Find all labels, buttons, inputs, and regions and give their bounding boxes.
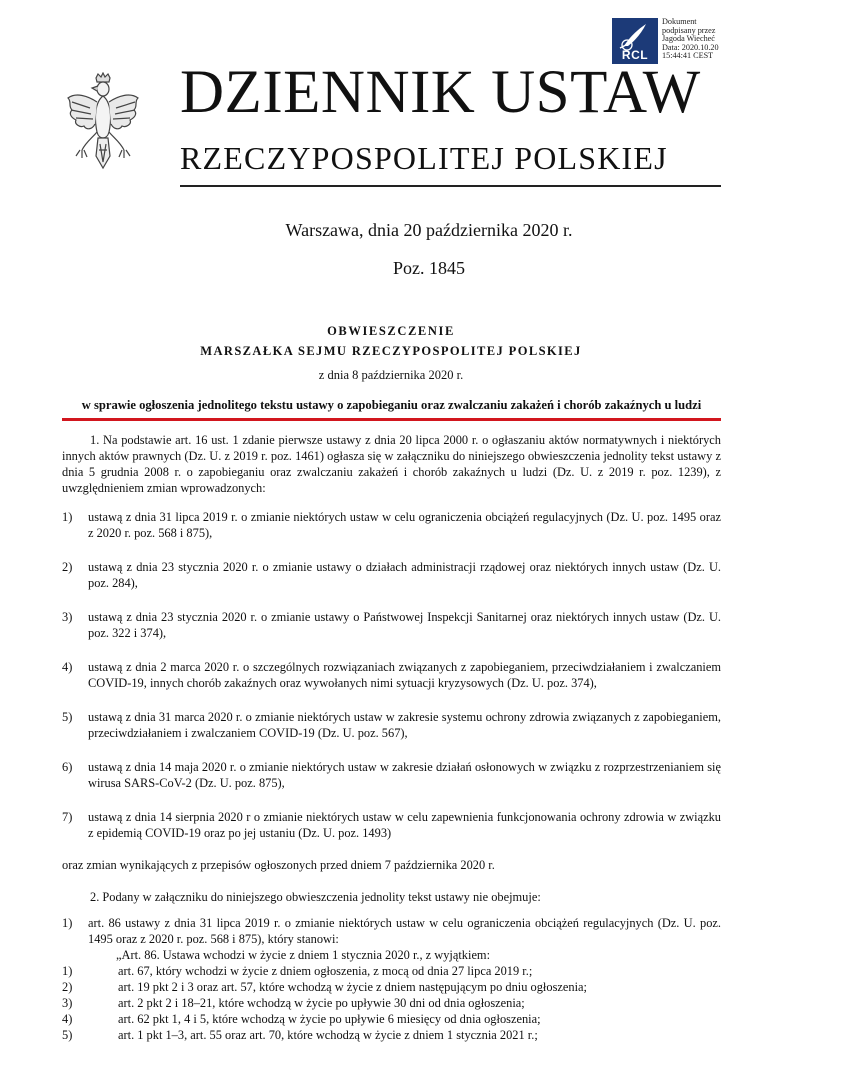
signature-line: Jagoda Wiecheć [662,34,715,44]
quoted-item [62,963,721,979]
item-text: ustawą z dnia 23 stycznia 2020 r. o zmianie ustawy o Państwowej Inspekcji Sanitarnej oraz niektórych innych ustaw (Dz. U. poz. 322 i 374), [88,610,721,640]
item-text: art. 1 pkt 1–3, art. 55 oraz art. 70, które wchodzą w życie z dniem 1 stycznia 2021 r.; [118,1028,538,1042]
issue-place-date: Warszawa, dnia 20 października 2020 r. [285,220,573,240]
amendment-item [62,709,721,741]
item-text: art. 62 pkt 1, 4 i 5, które wchodzą w życie po upływie 6 miesięcy od dnia ogłoszenia; [118,1012,541,1026]
quoted-item [62,995,721,1011]
item-text: art. 19 pkt 2 i 3 oraz art. 57, które wchodzą w życie z dniem następującym po dniu ogłoszenia; [118,980,587,994]
document-issuer: MARSZAŁKA SEJMU RZECZYPOSPOLITEJ POLSKIEJ [200,344,582,358]
item-number: 6) [62,760,73,774]
item-text: ustawą z dnia 31 lipca 2019 r. o zmianie niektórych ustaw w celu ograniczenia obciążeń regulacyjnych (Dz. U. poz. 1495 oraz z 2020 r. poz. 568 i 875), [88,510,721,540]
item-number: 5) [62,1028,73,1042]
quoted-item [62,1011,721,1027]
rcl-pen-logo-icon [612,18,658,64]
item-text: ustawą z dnia 14 maja 2020 r. o zmianie niektórych ustaw w zakresie działań osłonowych w związku z rozprzestrzenianiem się wirusa SARS-CoV-2 (Dz. U. poz. 875), [88,760,721,790]
header-divider [180,185,721,187]
item-text: art. 67, który wchodzi w życie z dniem ogłoszenia, z mocą od dnia 27 lipca 2019 r.; [118,964,533,978]
document-date: z dnia 8 października 2020 r. [318,368,464,382]
item-number: 1) [62,510,73,524]
document-subject: w sprawie ogłoszenia jednolitego tekstu ustawy o zapobieganiu oraz zwalczaniu zakażeń i chorób zakaźnych u ludzi [81,398,702,412]
item-number: 2) [62,980,73,994]
item-number: 3) [62,996,73,1010]
item-text: art. 2 pkt 2 i 18–21, które wchodzą w życie po upływie 30 dni od dnia ogłoszenia; [118,996,525,1010]
item-number: 1) [62,964,73,978]
item-number: 4) [62,1012,73,1026]
after-list-text: oraz zmian wynikających z przepisów ogłoszonych przed dniem 7 października 2020 r. [62,858,495,872]
item-text: ustawą z dnia 31 marca 2020 r. o zmianie niektórych ustaw w zakresie systemu ochrony zdrowia związanych z zapobieganiem, przeciwdziałaniem i zwalczaniem COVID-19 (Dz. U. poz. 567), [88,710,721,740]
item-text: art. 86 ustawy z dnia 31 lipca 2019 r. o zmianie niektórych ustaw w celu ograniczenia obciążeń regulacyjnych (Dz. U. poz. 1495 oraz z 2020 r. poz. 568 i 875), który stanowi: [88,916,721,946]
signature-line: podpisany przez [662,25,716,35]
journal-subtitle: RZECZYPOSPOLITEJ POLSKIEJ [180,140,668,176]
item-number: 7) [62,810,73,824]
amendment-item [62,509,721,541]
item-number: 1) [62,916,73,930]
amendment-item [62,559,721,591]
signature-line: Dokument [662,17,697,26]
item-number: 4) [62,660,73,674]
item-number: 5) [62,710,73,724]
amendment-item [62,759,721,791]
quill-pen-icon [612,18,658,52]
quoted-item [62,979,721,995]
amendment-item [62,809,721,841]
item-text: ustawą z dnia 23 stycznia 2020 r. o zmianie ustawy o działach administracji rządowej oraz niektórych innych ustaw (Dz. U. poz. 284), [88,560,721,590]
quoted-item [62,1027,721,1043]
paragraph-1: 1. Na podstawie art. 16 ust. 1 zdanie pierwsze ustawy z dnia 20 lipca 2000 r. o ogłaszaniu aktów normatywnych i niektórych innych aktów prawnych (Dz. U. z 2019 r. poz. 1461) ogłasza się w załączniku do niniejszego obwieszczenia jednolity tekst ustawy z dnia 5 grudnia 2008 r. o zapobieganiu oraz zwalczaniu zakażeń i chorób zakaźnych u ludzi (Dz. U. z 2019 r. poz. 1239), z uwzględnieniem zmian wprowadzonych: [62,433,721,495]
journal-title: DZIENNIK USTAW [180,59,701,126]
quoted-article-intro: „Art. 86. Ustawa wchodzi w życie z dniem 1 stycznia 2020 r., z wyjątkiem: [116,948,491,962]
amendment-item [62,609,721,641]
item-number: 2) [62,560,73,574]
signature-line: Data: 2020.10.20 [662,42,719,52]
digital-signature-stamp [662,18,772,61]
document-type: OBWIESZCZENIE [327,324,455,338]
amendment-item [62,659,721,691]
item-text: ustawą z dnia 14 sierpnia 2020 r o zmianie niektórych ustaw w celu zapewnienia funkcjonowania ochrony zdrowia w związku z epidemią COVID-19 oraz po jej ustaniu (Dz. U. poz. 1493) [88,810,721,840]
item-text: ustawą z dnia 2 marca 2020 r. o szczególnych rozwiązaniach związanych z zapobieganiem, przeciwdziałaniem i zwalczaniem COVID-19, innych chorób zakaźnych oraz wywołanych nimi sytuacji kryzysowych (Dz. U. poz. 374), [88,660,721,690]
subject-divider [62,418,721,421]
rcl-label: RCL [621,48,649,62]
signature-line: 15:44:41 CEST [662,51,714,61]
document-body [62,432,721,1043]
exclusion-item [62,915,721,947]
paragraph-2: 2. Podany w załączniku do niniejszego obwieszczenia jednolity tekst ustawy nie obejmuje: [90,890,541,904]
item-number: 3) [62,610,73,624]
issue-position: Poz. 1845 [393,258,465,278]
polish-eagle-emblem-icon [62,72,144,176]
